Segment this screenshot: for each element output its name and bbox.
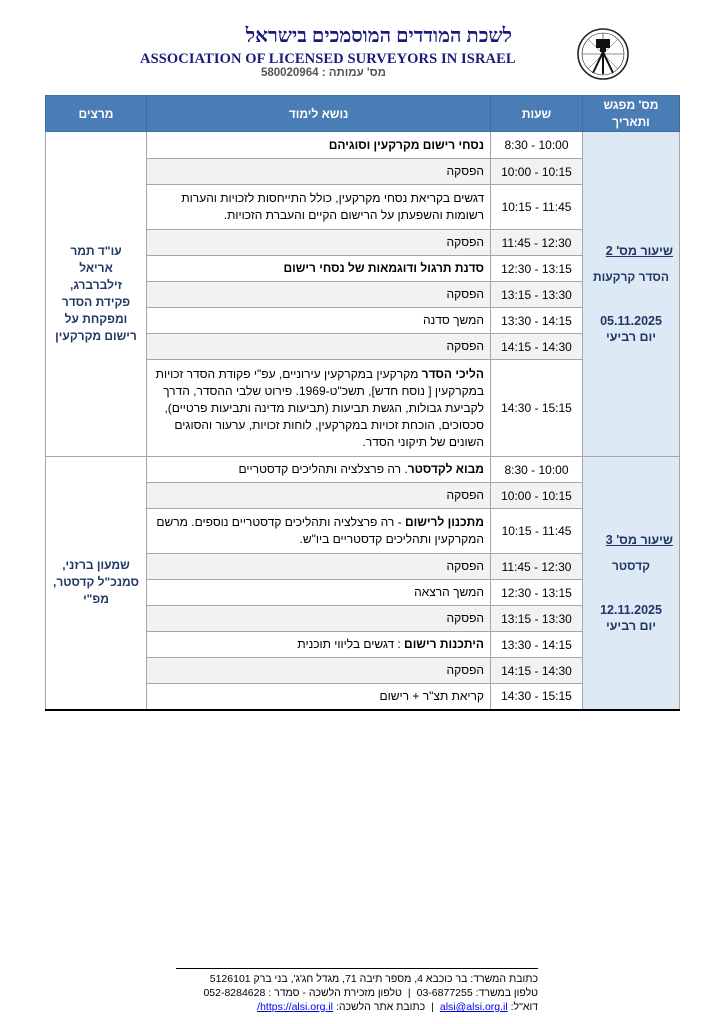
session-time: 11:45 - 12:30 bbox=[491, 554, 583, 580]
meeting-day: יום רביעי bbox=[605, 330, 657, 344]
session-time: 8:30 - 10:00 bbox=[491, 457, 583, 483]
meeting-day: יום רביעי bbox=[605, 618, 657, 633]
session-topic: הפסקה bbox=[147, 483, 491, 509]
header-topic: נושא לימוד bbox=[147, 96, 491, 132]
association-logo-icon bbox=[576, 27, 630, 81]
session-time: 11:45 - 12:30 bbox=[491, 230, 583, 256]
session-time: 10:00 - 10:15 bbox=[491, 483, 583, 509]
session-time: 12:30 - 13:15 bbox=[491, 580, 583, 606]
session-time: 13:15 - 13:30 bbox=[491, 282, 583, 308]
session-time: 14:15 - 14:30 bbox=[491, 334, 583, 360]
session-topic: הפסקה bbox=[147, 658, 491, 684]
table-header-row bbox=[46, 96, 680, 132]
session-topic: המשך סדנה bbox=[147, 308, 491, 334]
email-link[interactable]: alsi@alsi.org.il bbox=[439, 1001, 508, 1013]
website-link[interactable]: https://alsi.org.il/ bbox=[257, 1001, 334, 1013]
footer-contact: דוא"ל: alsi@alsi.org.il|כתובת אתר הלשכה: https://alsi.org.il/ bbox=[257, 1001, 538, 1013]
session-time: 13:30 - 14:15 bbox=[491, 308, 583, 334]
session-topic: הפסקה bbox=[147, 606, 491, 632]
registration-number: 580020964 bbox=[260, 67, 319, 79]
session-topic: היתכנות רישום : דגשים בליווי תוכנית bbox=[147, 632, 491, 658]
session-topic: הפסקה bbox=[147, 282, 491, 308]
session-time: 10:00 - 10:15 bbox=[491, 159, 583, 185]
meeting-number: שיעור מס' 2 bbox=[605, 244, 673, 258]
meeting-topic: הסדר קרקעות bbox=[593, 270, 669, 284]
meeting-2-lecturer: עו"ד תמר אריאל זילברברג, פקידת הסדר ומפקחת על רישום מקרקעין bbox=[46, 132, 147, 457]
session-topic: הפסקה bbox=[147, 334, 491, 360]
footer-phones: טלפון במשרד: 03-6877255|טלפון מזכירת הלשכה - סמדר : 052-8284628 bbox=[203, 987, 538, 999]
session-topic: דגשים בקריאת נסחי מקרקעין, כולל התייחסות לזכויות והערות רשומות והשפעתן על הרישום הקיים והעברת הזכויות. bbox=[147, 185, 491, 230]
session-time: 14:30 - 15:15 bbox=[491, 684, 583, 710]
session-topic: הליכי הסדר מקרקעין במקרקעין עירוניים, עפ"י פקודת הסדר זכויות במקרקעין [ נוסח חדש], תשכ"ט-1969. פירוט שלבי ההסדר, הדרך לקביעת גבולות, הגשת תביעות (תביעות מדינה ותביעות פרטיים), סכסוכים, הוכחת זכויות במקרקעין, לוחות זכויות, ערעור והסוגים השונים של תיקוני הסדר. bbox=[147, 360, 491, 457]
footer-address: כתובת המשרד: בר כוכבא 4, מספר תיבה 71, מגדל חג'ג', בני ברק 5126101 bbox=[209, 973, 538, 985]
meeting-3-cell bbox=[583, 457, 680, 710]
meeting-2-cell bbox=[583, 132, 680, 457]
association-title-hebrew: לשכת המודדים המוסמכים בישראל bbox=[245, 25, 512, 47]
table-row bbox=[46, 132, 680, 159]
website-label: כתובת אתר הלשכה: bbox=[335, 1001, 426, 1013]
session-time: 10:15 - 11:45 bbox=[491, 509, 583, 554]
meeting-date: 05.11.2025 bbox=[600, 314, 662, 328]
session-time: 13:15 - 13:30 bbox=[491, 606, 583, 632]
footer-divider bbox=[176, 968, 538, 969]
association-title-english: ASSOCIATION OF LICENSED SURVEYORS IN ISRAEL bbox=[140, 51, 516, 67]
session-topic: קריאת תצ"ר + רישום bbox=[147, 684, 491, 710]
meeting-3-lecturer: שמעון ברזני, סמנכ"ל קדסטר, מפ"י bbox=[46, 457, 147, 710]
session-topic: סדנת תרגול ודוגמאות של נסחי רישום bbox=[147, 256, 491, 282]
registration-line bbox=[261, 67, 386, 79]
session-topic: המשך הרצאה bbox=[147, 580, 491, 606]
session-time: 8:30 - 10:00 bbox=[491, 132, 583, 159]
session-time: 13:30 - 14:15 bbox=[491, 632, 583, 658]
session-topic: מבוא לקדסטר. רה פרצלציה ותהליכים קדסטריים bbox=[147, 457, 491, 483]
office-phone: טלפון במשרד: 03-6877255 bbox=[416, 987, 538, 999]
session-time: 12:30 - 13:15 bbox=[491, 256, 583, 282]
session-topic: הפסקה bbox=[147, 159, 491, 185]
meeting-date: 12.11.2025 bbox=[600, 602, 662, 617]
course-schedule-table bbox=[45, 95, 680, 711]
footer bbox=[150, 972, 538, 1014]
letterhead bbox=[0, 0, 724, 90]
session-topic: נסחי רישום מקרקעין וסוגיהם bbox=[147, 132, 491, 159]
meeting-topic: קדסטר bbox=[611, 558, 651, 573]
meeting-number: שיעור מס' 3 bbox=[605, 532, 673, 547]
session-topic: מתכנון לרישום - רה פרצלציה ותהליכים קדסטריים נוספים. מרשם המקרקעין ותהליכים קדסטריים ביו"ש. bbox=[147, 509, 491, 554]
header-meeting: מס' מפגש ותאריך bbox=[583, 96, 680, 132]
session-time: 10:15 - 11:45 bbox=[491, 185, 583, 230]
header-lecturers: מרצים bbox=[46, 96, 147, 132]
secretary-phone: טלפון מזכירת הלשכה - סמדר : 052-8284628 bbox=[203, 987, 402, 999]
header-hours: שעות bbox=[491, 96, 583, 132]
session-topic: הפסקה bbox=[147, 230, 491, 256]
session-time: 14:30 - 15:15 bbox=[491, 360, 583, 457]
email-label: דוא"ל: bbox=[510, 1001, 538, 1013]
session-time: 14:15 - 14:30 bbox=[491, 658, 583, 684]
registration-label: מס' עמותה : bbox=[321, 67, 386, 79]
table-row bbox=[46, 457, 680, 483]
session-topic: הפסקה bbox=[147, 554, 491, 580]
